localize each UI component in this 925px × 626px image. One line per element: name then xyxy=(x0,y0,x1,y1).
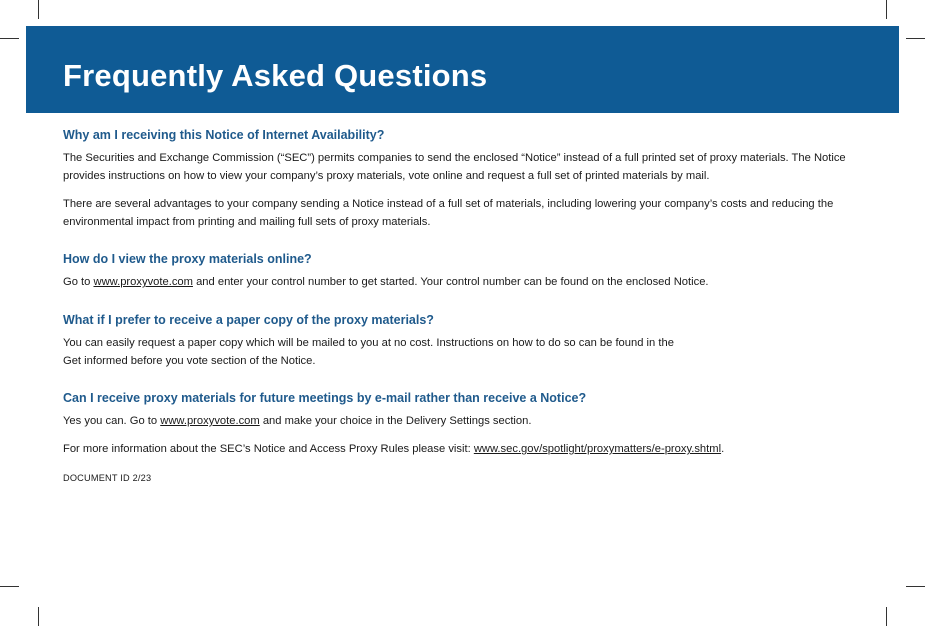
proxyvote-link[interactable]: www.proxyvote.com xyxy=(160,415,260,427)
faq-answer-paragraph: There are several advantages to your company sending a Notice instead of a full set of materials, including lowering your company’s costs and reducing the environmental impact from printing and mailing full sets of proxy materials. xyxy=(63,198,834,228)
faq-item-paper-copy xyxy=(63,312,863,370)
answer-text: Get informed before you vote section of the Notice. xyxy=(63,355,316,367)
document-id: DOCUMENT ID 2/23 xyxy=(63,473,152,483)
crop-mark-bottom-right xyxy=(886,607,887,626)
more-info-paragraph xyxy=(63,440,863,458)
crop-mark-left-bottom xyxy=(0,586,19,587)
faq-answer-paragraph xyxy=(63,273,863,291)
crop-mark-left-top xyxy=(0,38,19,39)
faq-answer-paragraph xyxy=(63,412,863,430)
faq-content xyxy=(63,127,863,484)
answer-text: and make your choice in the Delivery Settings section. xyxy=(259,415,532,427)
faq-item-notice xyxy=(63,127,863,231)
faq-question: Can I receive proxy materials for future meetings by e-mail rather than receive a Notice? xyxy=(63,391,587,405)
faq-question: Why am I receiving this Notice of Internet Availability? xyxy=(63,128,385,142)
crop-mark-top-left xyxy=(38,0,39,19)
faq-item-view-online xyxy=(63,251,863,291)
crop-mark-bottom-left xyxy=(38,607,39,626)
faq-answer-paragraph: The Securities and Exchange Commission (“SEC”) permits companies to send the enclosed “Notice” instead of a full printed set of proxy materials. The Notice provides instructions on how to view your company’s proxy materials, vote online and request a full set of printed materials by mail. xyxy=(63,152,846,182)
header-banner xyxy=(26,26,899,113)
crop-mark-right-top xyxy=(906,38,925,39)
proxyvote-link[interactable]: www.proxyvote.com xyxy=(93,276,193,288)
crop-mark-top-right xyxy=(886,0,887,19)
faq-question: How do I view the proxy materials online? xyxy=(63,252,312,266)
sec-eproxy-link[interactable]: www.sec.gov/spotlight/proxymatters/e-proxy.shtml xyxy=(473,443,722,455)
answer-text: Yes you can. Go to xyxy=(63,415,161,427)
answer-text: Go to xyxy=(63,276,94,288)
faq-answer-paragraph xyxy=(63,334,863,370)
faq-question: What if I prefer to receive a paper copy of the proxy materials? xyxy=(63,313,434,327)
crop-mark-right-bottom xyxy=(906,586,925,587)
page-title: Frequently Asked Questions xyxy=(63,58,488,93)
faq-item-email xyxy=(63,390,863,458)
answer-text: You can easily request a paper copy which will be mailed to you at no cost. Instructions on how to do so can be found in the xyxy=(63,337,674,349)
answer-text: and enter your control number to get started. Your control number can be found on the enclosed Notice. xyxy=(192,276,709,288)
answer-text: . xyxy=(721,443,725,455)
answer-text: For more information about the SEC’s Notice and Access Proxy Rules please visit: xyxy=(63,443,474,455)
